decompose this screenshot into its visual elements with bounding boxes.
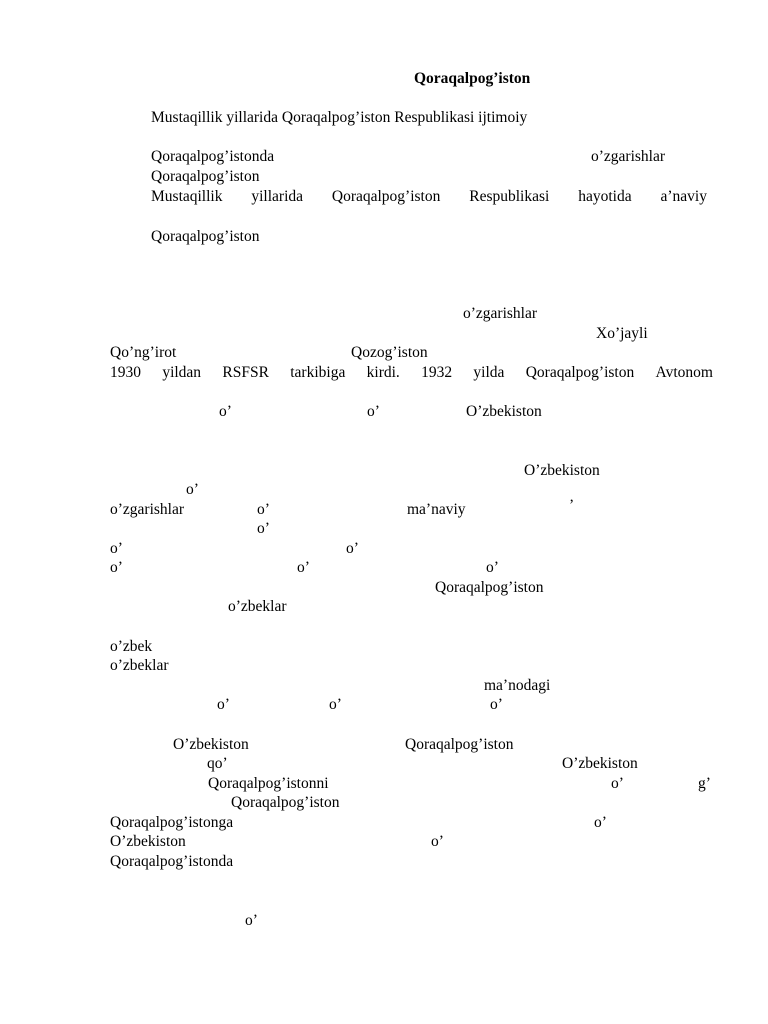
paragraph-fragment: o’zbeklar xyxy=(110,657,169,674)
word: hayotida xyxy=(578,188,632,205)
paragraph-fragment: o’ xyxy=(594,814,607,831)
word: RSFSR xyxy=(222,364,269,381)
paragraph-fragment: O’zbekiston xyxy=(562,755,638,772)
paragraph-fragment: o’zbeklar xyxy=(228,598,287,615)
justified-line xyxy=(110,364,713,382)
paragraph-fragment: o’ xyxy=(329,696,342,713)
paragraph-fragment: o’ xyxy=(257,501,270,518)
paragraph-fragment: o’ xyxy=(490,696,503,713)
paragraph-fragment: o’ xyxy=(611,775,624,792)
paragraph-fragment: Qoraqalpog’iston xyxy=(405,736,514,753)
paragraph-fragment: o’ xyxy=(486,559,499,576)
word: 1930 xyxy=(110,364,141,381)
paragraph-fragment: O’zbekiston xyxy=(173,736,249,753)
paragraph-fragment: Qoraqalpog’iston xyxy=(231,794,340,811)
justified-line xyxy=(151,188,707,206)
paragraph-line: Qoraqalpog’istonda xyxy=(151,148,275,165)
paragraph-fragment: ’ xyxy=(569,497,575,514)
paragraph-fragment: o’ xyxy=(217,696,230,713)
paragraph-fragment: o’zgarishlar xyxy=(591,148,666,165)
paragraph-fragment: o’zbek xyxy=(110,638,153,655)
word: tarkibiga xyxy=(290,364,346,381)
word: yilda xyxy=(473,364,505,381)
paragraph-fragment: o’ xyxy=(219,403,232,420)
paragraph-fragment: qo’ xyxy=(207,755,228,772)
paragraph-fragment: o’ xyxy=(110,559,123,576)
paragraph-fragment: Xo’jayli xyxy=(596,325,648,342)
paragraph-line: Qoraqalpog’iston xyxy=(151,168,260,185)
paragraph-fragment: O’zbekiston xyxy=(466,403,542,420)
paragraph-fragment: O’zbekiston xyxy=(524,462,600,479)
word: Mustaqillik xyxy=(151,188,223,205)
paragraph-fragment: o’ xyxy=(186,481,199,498)
paragraph-fragment: o’ xyxy=(245,912,258,929)
paragraph-fragment: Qoraqalpog’istonga xyxy=(110,814,234,831)
paragraph-fragment: o’ xyxy=(257,520,270,537)
word: yildan xyxy=(162,364,202,381)
page-title: Qoraqalpog’iston xyxy=(414,70,531,87)
paragraph-fragment: ma’naviy xyxy=(407,501,466,518)
word: yillarida xyxy=(251,188,304,205)
paragraph-line: Mustaqillik yillarida Qoraqalpog’iston Respublikasi ijtimoiy xyxy=(151,109,528,126)
paragraph-fragment: g’ xyxy=(698,775,711,792)
paragraph-fragment: o’zgarishlar xyxy=(110,501,185,518)
paragraph-fragment: Qoraqalpog’istonni xyxy=(208,775,329,792)
word: Respublikasi xyxy=(469,188,550,205)
word: Qoraqalpog’iston xyxy=(331,188,441,205)
paragraph-fragment: o’ xyxy=(346,540,359,557)
paragraph-fragment: Qo’ng’irot xyxy=(110,344,177,361)
word: Avtonom xyxy=(655,364,713,381)
paragraph-fragment: o’ xyxy=(431,833,444,850)
paragraph-line: Qoraqalpog’iston xyxy=(151,228,260,245)
paragraph-fragment: Qoraqalpog’iston xyxy=(435,579,544,596)
paragraph-fragment: Qoraqalpog’istonda xyxy=(110,853,234,870)
paragraph-fragment: ma’nodagi xyxy=(484,677,551,694)
word: kirdi. xyxy=(366,364,400,381)
paragraph-fragment: o’ xyxy=(367,403,380,420)
word: a’naviy xyxy=(660,188,707,205)
paragraph-fragment: o’ xyxy=(297,559,310,576)
word: Qoraqalpog’iston xyxy=(525,364,635,381)
paragraph-fragment: Qozog’iston xyxy=(351,344,428,361)
paragraph-fragment: o’zgarishlar xyxy=(463,305,538,322)
paragraph-fragment: O’zbekiston xyxy=(110,833,186,850)
word: 1932 xyxy=(421,364,453,381)
paragraph-fragment: o’ xyxy=(110,540,123,557)
